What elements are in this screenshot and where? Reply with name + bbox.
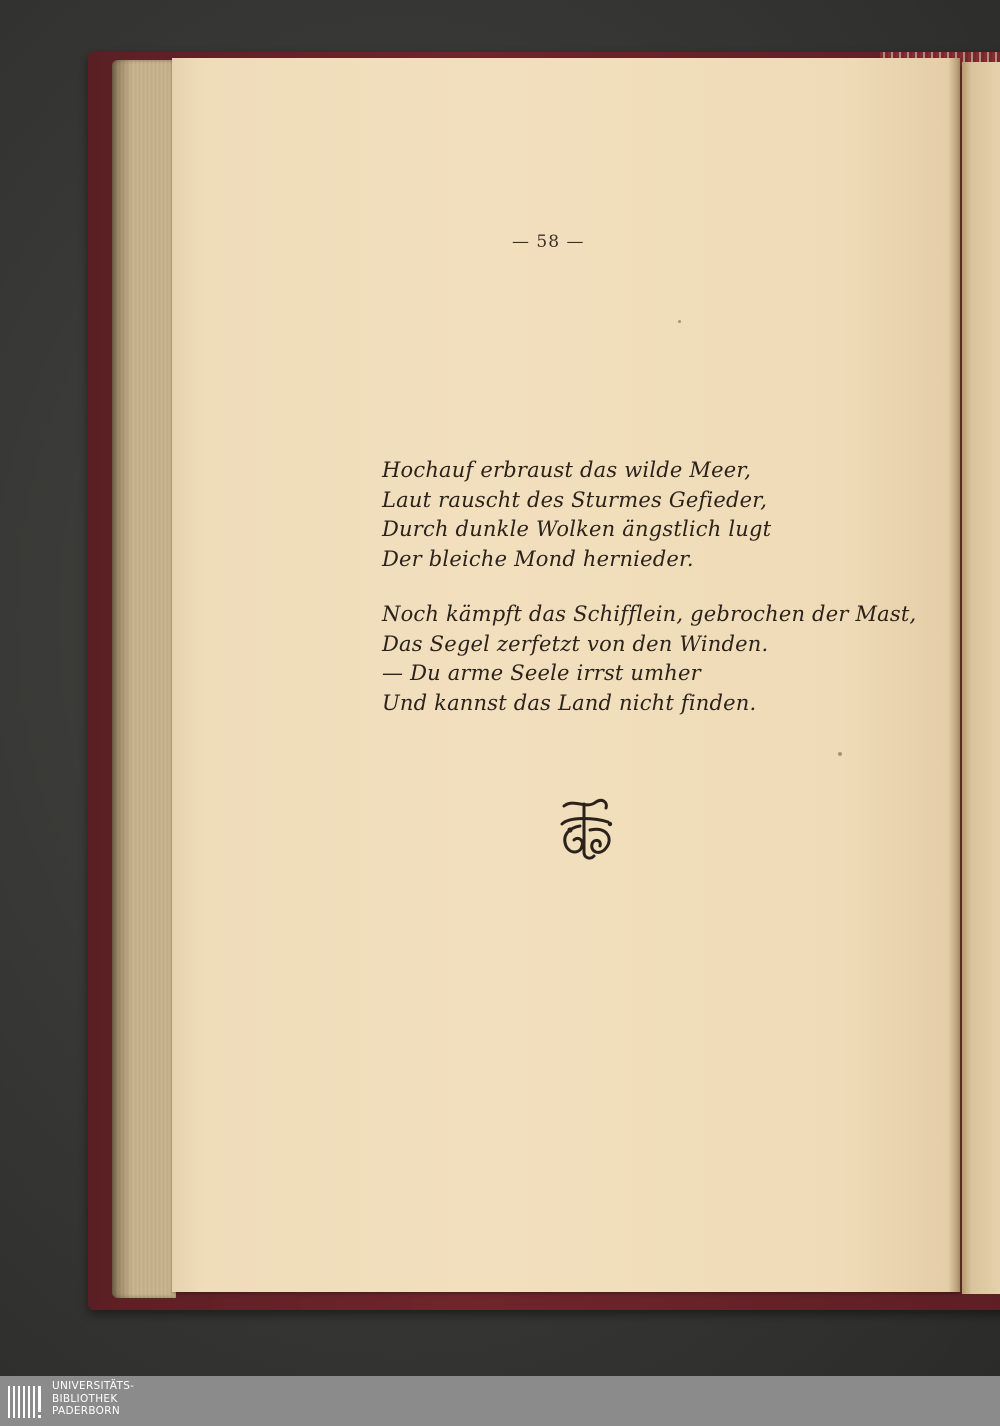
poem-line: Und kannst das Land nicht finden.	[382, 690, 757, 715]
page-stack-shadow	[112, 60, 132, 1298]
poem-line: Durch dunkle Wolken ängstlich lugt	[382, 517, 772, 541]
monogram-ornament	[550, 796, 620, 864]
poem-stanza-1	[382, 456, 771, 574]
poem-line: Das Segel zerfetzt von den Winden.	[382, 631, 769, 656]
poem-line: Hochauf erbraust das wilde Meer,	[382, 458, 752, 482]
poem-line: Laut rauscht des Sturmes Gefieder,	[382, 487, 768, 512]
page-gutter	[948, 58, 962, 1292]
library-logo-icon	[8, 1382, 46, 1422]
facing-page-edge	[962, 62, 1000, 1294]
page-number: — 58 —	[512, 232, 585, 252]
poem-line: Der bleiche Mond hernieder.	[382, 546, 694, 571]
logo-line: UNIVERSITÄTS-	[52, 1380, 135, 1392]
logo-line: PADERBORN	[52, 1405, 120, 1417]
paper-speck	[838, 752, 842, 756]
poem-stanza-2	[382, 600, 916, 718]
library-logo-text	[52, 1380, 172, 1418]
poem-line: — Du arme Seele irrst umher	[382, 661, 701, 685]
logo-line: BIBLIOTHEK	[52, 1392, 118, 1405]
paper-speck	[678, 320, 681, 323]
poem-line: Noch kämpft das Schifflein, gebrochen der Mast,	[382, 602, 917, 626]
